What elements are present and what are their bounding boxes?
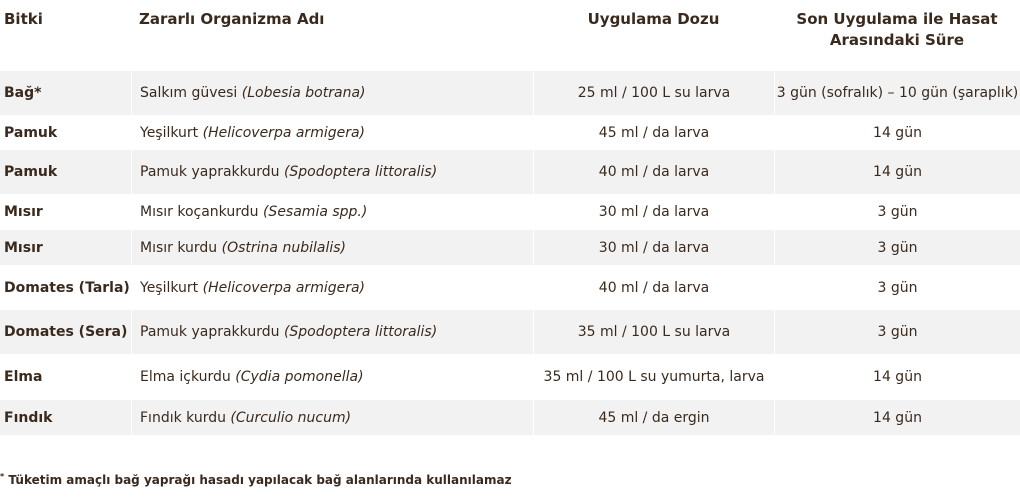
cell-dose: 45 ml / da ergin [533,400,774,435]
pest-common-name: Mısır kurdu [140,239,218,256]
table-row [0,310,1020,354]
cell-dose: 45 ml / da larva [533,115,774,150]
pest-latin-name: (Sesamia spp.) [262,204,368,220]
header-pest: Zararlı Organizma Adı [139,10,325,28]
table-row [0,400,1020,435]
cell-pest [131,150,533,194]
header-preharvest-interval [774,0,1020,71]
cell-pest [131,310,533,354]
cell-dose: 35 ml / 100 L su larva [533,310,774,354]
pest-latin-name: (Cydia pomonella) [235,369,364,385]
cell-pest [131,230,533,265]
cell-dose: 40 ml / da larva [533,265,774,310]
table-row [0,71,1020,115]
table-row [0,115,1020,150]
header-wait-line2: Arasındaki Süre [829,31,965,49]
cell-wait: 3 gün [774,230,1020,265]
cell-wait: 3 gün [774,194,1020,230]
header-wait-line1: Son Uygulama ile Hasat [796,10,998,28]
pest-common-name: Mısır koçankurdu [140,204,259,220]
cell-pest [131,354,533,400]
table-row [0,230,1020,265]
footnote-text: Tüketim amaçlı bağ yaprağı hasadı yapılacak bağ alanlarında kullanılamaz [4,473,512,487]
pest-latin-name: (Helicoverpa armigera) [202,279,366,296]
pest-common-name: Fındık kurdu [140,409,226,426]
cell-pest [131,194,533,230]
cell-wait: 3 gün [774,310,1020,354]
cell-pest [131,265,533,310]
pest-latin-name: (Curculio nucum) [230,409,352,426]
table-header-row [0,0,1020,71]
cell-crop: Mısır [4,204,43,220]
cell-crop: Bağ* [0,71,131,115]
pest-latin-name: (Ostrina nubilalis) [221,239,346,256]
table-row [0,150,1020,194]
cell-crop: Mısır [0,230,131,265]
cell-pest [131,400,533,435]
table-row [0,354,1020,400]
pest-common-name: Elma içkurdu [140,369,231,385]
pest-common-name: Pamuk yaprakkurdu [140,164,280,180]
cell-crop: Domates (Sera) [0,310,131,354]
footnote [0,472,512,487]
cell-crop: Pamuk [0,150,131,194]
cell-pest [131,115,533,150]
header-dose: Uygulama Dozu [587,10,720,28]
cell-dose: 25 ml / 100 L su larva [533,71,774,115]
cell-dose: 30 ml / da larva [533,230,774,265]
cell-crop: Elma [4,369,43,385]
cell-pest [131,71,533,115]
pest-common-name: Yeşilkurt [140,124,199,141]
cell-wait: 14 gün [774,115,1020,150]
cell-dose: 30 ml / da larva [533,194,774,230]
header-crop: Bitki [4,10,43,28]
cell-wait: 3 gün (sofralık) – 10 gün (şaraplık) [774,71,1020,115]
cell-wait: 3 gün [774,265,1020,310]
cell-wait: 14 gün [774,354,1020,400]
pest-common-name: Yeşilkurt [140,279,199,296]
table-row [0,194,1020,230]
pest-latin-name: (Spodoptera littoralis) [283,164,438,180]
cell-crop: Pamuk [4,124,58,141]
pest-common-name: Salkım güvesi [140,85,238,101]
cell-dose: 35 ml / 100 L su yumurta, larva [533,354,774,400]
cell-wait: 14 gün [774,150,1020,194]
cell-crop: Fındık [0,400,131,435]
table-row [0,265,1020,310]
footnote-mark: * [0,472,5,481]
cell-wait: 14 gün [774,400,1020,435]
cell-dose: 40 ml / da larva [533,150,774,194]
pest-latin-name: (Lobesia botrana) [241,85,366,101]
pest-latin-name: (Spodoptera littoralis) [283,324,438,340]
cell-crop: Domates (Tarla) [4,279,130,296]
pest-latin-name: (Helicoverpa armigera) [202,124,366,141]
pest-common-name: Pamuk yaprakkurdu [140,324,280,340]
